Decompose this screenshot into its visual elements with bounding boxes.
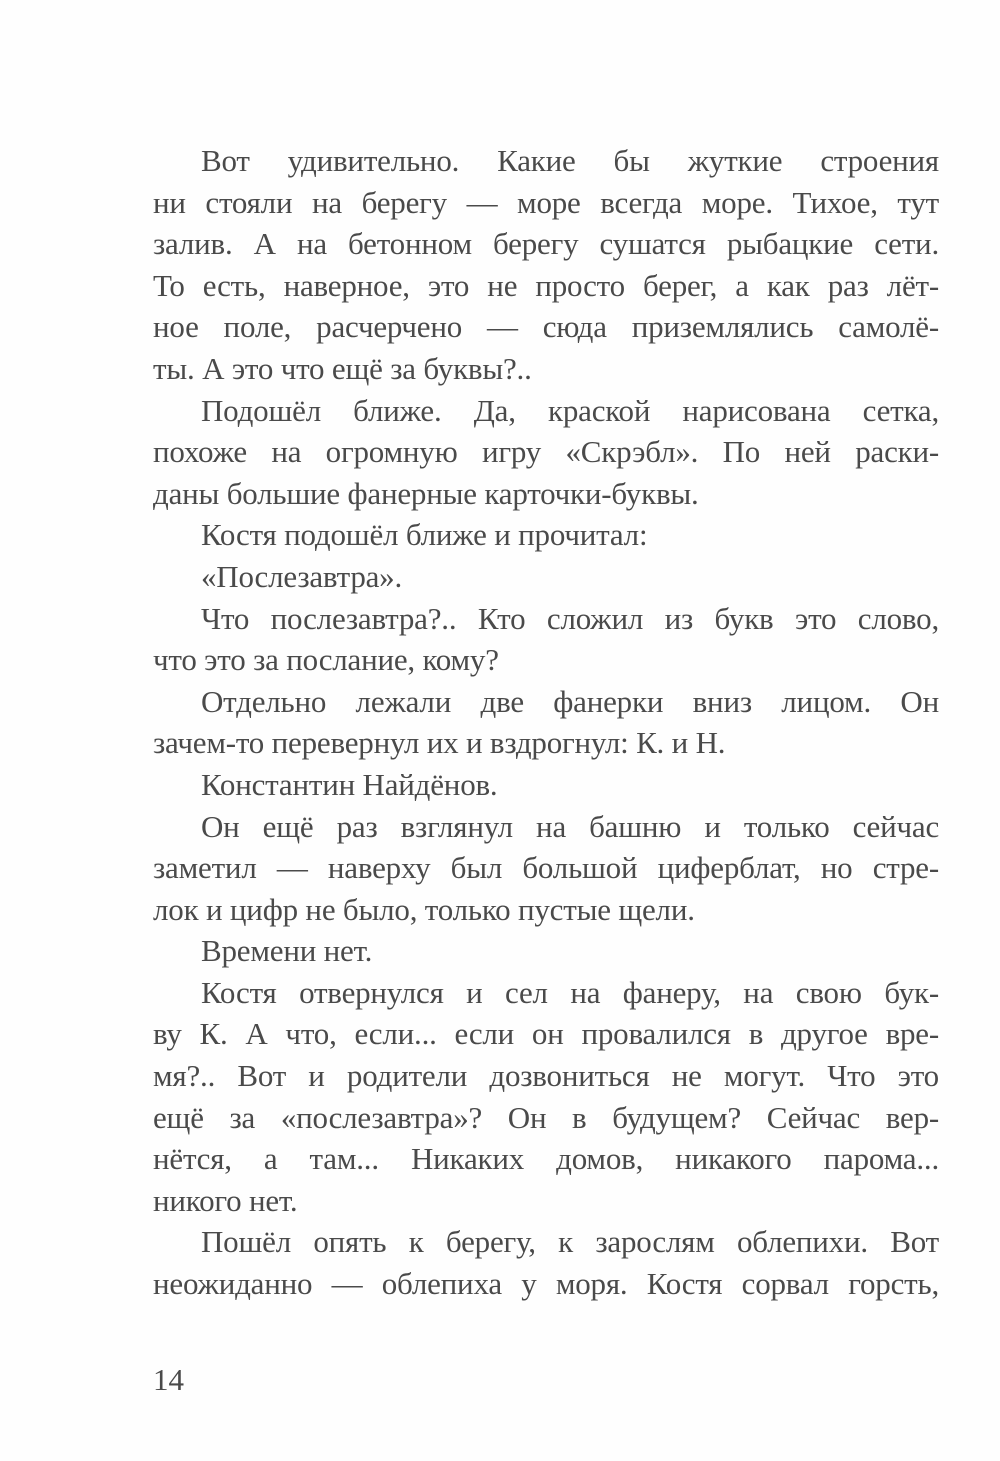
paragraph-first-line: Константин Найдёнов. xyxy=(201,766,498,802)
paragraph-first-line: Он ещё раз взглянул на башню и только сейчас xyxy=(201,808,939,844)
text-line: ное поле, расчерчено — сюда приземлялись самолё- xyxy=(153,309,939,345)
paragraph-first-line: Что послезавтра?.. Кто сложил из букв это слово, xyxy=(201,600,939,636)
paragraph-first-line: Отдельно лежали две фанерки вниз лицом. Он xyxy=(201,683,939,719)
text-line: мя?.. Вот и родители дозвониться не могут. Что это xyxy=(153,1058,939,1094)
paragraph-first-line: Времени нет. xyxy=(201,933,373,969)
text-line: ни стояли на берегу — море всегда море. Тихое, тут xyxy=(153,184,939,220)
text-line: лок и цифр не было, только пустые щели. xyxy=(153,891,695,927)
text-line: неожиданно — облепиха у моря. Костя сорвал горсть, xyxy=(153,1266,939,1302)
text-line: То есть, наверное, это не просто берег, а как раз лёт- xyxy=(153,267,939,303)
text-line: похоже на огромную игру «Скрэбл». По ней раски- xyxy=(153,434,939,470)
text-line: зачем-то перевернул их и вздрогнул: К. и Н. xyxy=(153,725,726,761)
text-line: ву К. А что, если... если он провалился в другое вре- xyxy=(153,1016,939,1052)
text-line: залив. А на бетонном берегу сушатся рыбацкие сети. xyxy=(153,226,939,262)
paragraph-first-line: «Послезавтра». xyxy=(201,558,403,594)
text-line: что это за послание, кому? xyxy=(153,642,499,678)
body-text xyxy=(153,140,939,1305)
text-line: никого нет. xyxy=(153,1182,298,1218)
text-line: ещё за «послезавтра»? Он в будущем? Сейчас вер- xyxy=(153,1099,939,1135)
paragraph-first-line: Подошёл ближе. Да, краской нарисована сетка, xyxy=(201,392,939,428)
page-number: 14 xyxy=(153,1362,184,1397)
paragraph-first-line: Костя отвернулся и сел на фанеру, на свою бук- xyxy=(201,974,939,1010)
text-line: даны большие фанерные карточки-буквы. xyxy=(153,475,699,511)
paragraph-first-line: Костя подошёл ближе и прочитал: xyxy=(201,517,648,553)
text-line: нётся, а там... Никаких домов, никакого парома... xyxy=(153,1141,939,1177)
text-line: ты. А это что ещё за буквы?.. xyxy=(153,350,532,386)
text-line: заметил — наверху был большой циферблат, но стре- xyxy=(153,850,939,886)
paragraph-first-line: Вот удивительно. Какие бы жуткие строения xyxy=(201,143,939,178)
paragraph-first-line: Пошёл опять к берегу, к зарослям облепихи. Вот xyxy=(201,1224,939,1260)
